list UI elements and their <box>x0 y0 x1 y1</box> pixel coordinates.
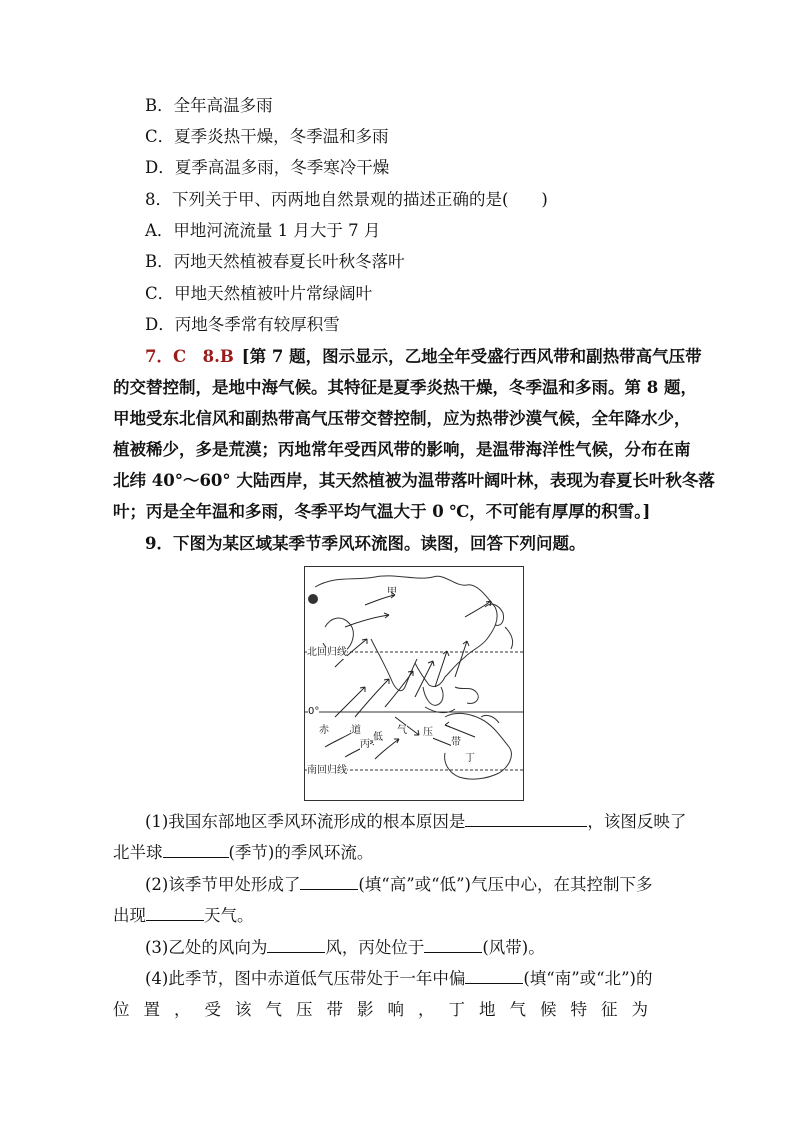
answer-text-1: [第 7 题，图示显示，乙地全年受盛行西风带和副热带高气压带 <box>241 347 702 366</box>
q9-part-3-blank-1[interactable] <box>267 936 325 953</box>
q8-option-b: B．丙地天然植被春夏长叶秋冬落叶 <box>145 252 405 271</box>
q9-part-4-word: 置 <box>143 1000 160 1019</box>
q9-part-4-line-1 <box>145 967 653 991</box>
q9-part-2-text-a: (2)该季节甲处形成了 <box>145 875 301 894</box>
q9-part-4-word: ， <box>174 1000 191 1019</box>
q9-part-4-text-b: (填“南”或“北”)的 <box>523 969 653 988</box>
q9-part-4-word: 影 <box>357 1000 374 1019</box>
q9-part-1-line-2 <box>113 841 373 865</box>
q9-part-1-text-c: 北半球 <box>113 843 163 862</box>
q9-part-1-line-1 <box>145 810 686 834</box>
q9-part-4-line-2 <box>113 998 648 1022</box>
q9-part-4-word: 候 <box>540 1000 557 1019</box>
q9-part-1-blank-2[interactable] <box>163 841 229 858</box>
q7-option-d: D．夏季高温多雨，冬季寒冷干燥 <box>145 158 390 177</box>
map-label-equator: 0° <box>308 706 320 717</box>
answer-line-1 <box>145 345 702 369</box>
q9-part-3-text-c: (风带)。 <box>482 938 545 957</box>
q9-part-4-word: 位 <box>113 1000 130 1019</box>
q9-part-4-word: 气 <box>265 1000 282 1019</box>
q9-part-2-blank-2[interactable] <box>146 904 204 921</box>
q9-part-4-word: 该 <box>235 1000 252 1019</box>
q9-part-4-word: 响 <box>387 1000 404 1019</box>
q9-part-3-text-a: (3)乙处的风向为 <box>145 938 268 957</box>
q9-part-4-word: 压 <box>296 1000 313 1019</box>
map-label-belt-5: 压 <box>423 727 433 738</box>
map-label-belt-6: 带 <box>451 737 461 748</box>
q9-part-3-blank-2[interactable] <box>424 936 482 953</box>
q9-part-4-word: 征 <box>601 1000 618 1019</box>
answer-line-6: 叶；丙是全年温和多雨，冬季平均气温大于 0 ℃，不可能有厚厚的积雪。] <box>113 502 651 521</box>
q9-part-1-text-d: (季节)的季风环流。 <box>228 843 374 862</box>
q8-option-c: C．甲地天然植被叶片常绿阔叶 <box>145 284 373 303</box>
q9-part-2-line-1 <box>145 873 653 897</box>
q9-part-3-text-b: 风，丙处位于 <box>325 938 425 957</box>
map-label-ding: 丁 <box>465 753 475 764</box>
q9-part-4-text-a: (4)此季节，图中赤道低气压带处于一年中偏 <box>145 969 466 988</box>
q9-part-4-word: 气 <box>509 1000 526 1019</box>
q9-stem: 9．下图为某区域某季节季风环流图。读图，回答下列问题。 <box>145 534 586 553</box>
map-label-belt-2: 道 <box>351 725 361 736</box>
map-label-bing: 丙 <box>360 739 370 750</box>
answer-line-4: 植被稀少，多是荒漠；丙地常年受西风带的影响，是温带海洋性气候，分布在南 <box>113 440 691 459</box>
q9-part-3-line <box>145 936 545 960</box>
answer-line-3: 甲地受东北信风和副热带高气压带交替控制，应为热带沙漠气候，全年降水少， <box>113 409 691 428</box>
q9-part-1-blank-1[interactable] <box>465 810 587 827</box>
q9-part-2-blank-1[interactable] <box>300 873 358 890</box>
q7-option-c: C．夏季炎热干燥，冬季温和多雨 <box>145 127 389 146</box>
q9-part-4-word: 地 <box>479 1000 496 1019</box>
q9-part-2-text-c: 出现 <box>113 906 146 925</box>
answer-line-2: 的交替控制，是地中海气候。其特征是夏季炎热干燥，冬季温和多雨。第 8 题， <box>113 378 697 397</box>
map-label-belt-4: 气 <box>397 725 407 736</box>
q9-part-1-text-a: (1)我国东部地区季风环流形成的根本原因是 <box>145 812 466 831</box>
q9-part-4-blank-1[interactable] <box>465 967 523 984</box>
map-label-belt-3: 低 <box>373 732 383 743</box>
map-label-tropic-south: 南回归线 <box>307 765 347 776</box>
q9-part-4-word: ， <box>418 1000 435 1019</box>
q9-part-2-text-d: 天气。 <box>204 906 254 925</box>
q9-part-4-word: 带 <box>326 1000 343 1019</box>
answer-label: 7．C 8.B <box>145 347 234 366</box>
answer-line-5: 北纬 40°～60° 大陆西岸，其天然植被为温带落叶阔叶林，表现为春夏长叶秋冬落 <box>113 471 715 490</box>
q7-option-b: B．全年高温多雨 <box>145 96 273 115</box>
map-label-jia: 甲 <box>387 587 397 598</box>
q9-part-4-word: 丁 <box>448 1000 465 1019</box>
monsoon-circulation-map <box>304 566 524 801</box>
map-label-belt-1: 赤 <box>319 725 329 736</box>
q8-stem: 8．下列关于甲、丙两地自然景观的描述正确的是( ) <box>145 190 548 209</box>
q9-part-4-word: 为 <box>631 1000 648 1019</box>
q9-part-1-text-b: ，该图反映了 <box>587 812 687 831</box>
q9-part-4-word: 特 <box>570 1000 587 1019</box>
q9-part-2-text-b: (填“高”或“低”)气压中心，在其控制下多 <box>358 875 653 894</box>
q9-part-2-line-2 <box>113 904 254 928</box>
map-label-tropic-north: 北回归线 <box>307 647 347 658</box>
q8-option-d: D．丙地冬季常有较厚积雪 <box>145 315 340 334</box>
q9-part-4-word: 受 <box>204 1000 221 1019</box>
q8-option-a: A．甲地河流流量 1 月大于 7 月 <box>145 221 381 240</box>
